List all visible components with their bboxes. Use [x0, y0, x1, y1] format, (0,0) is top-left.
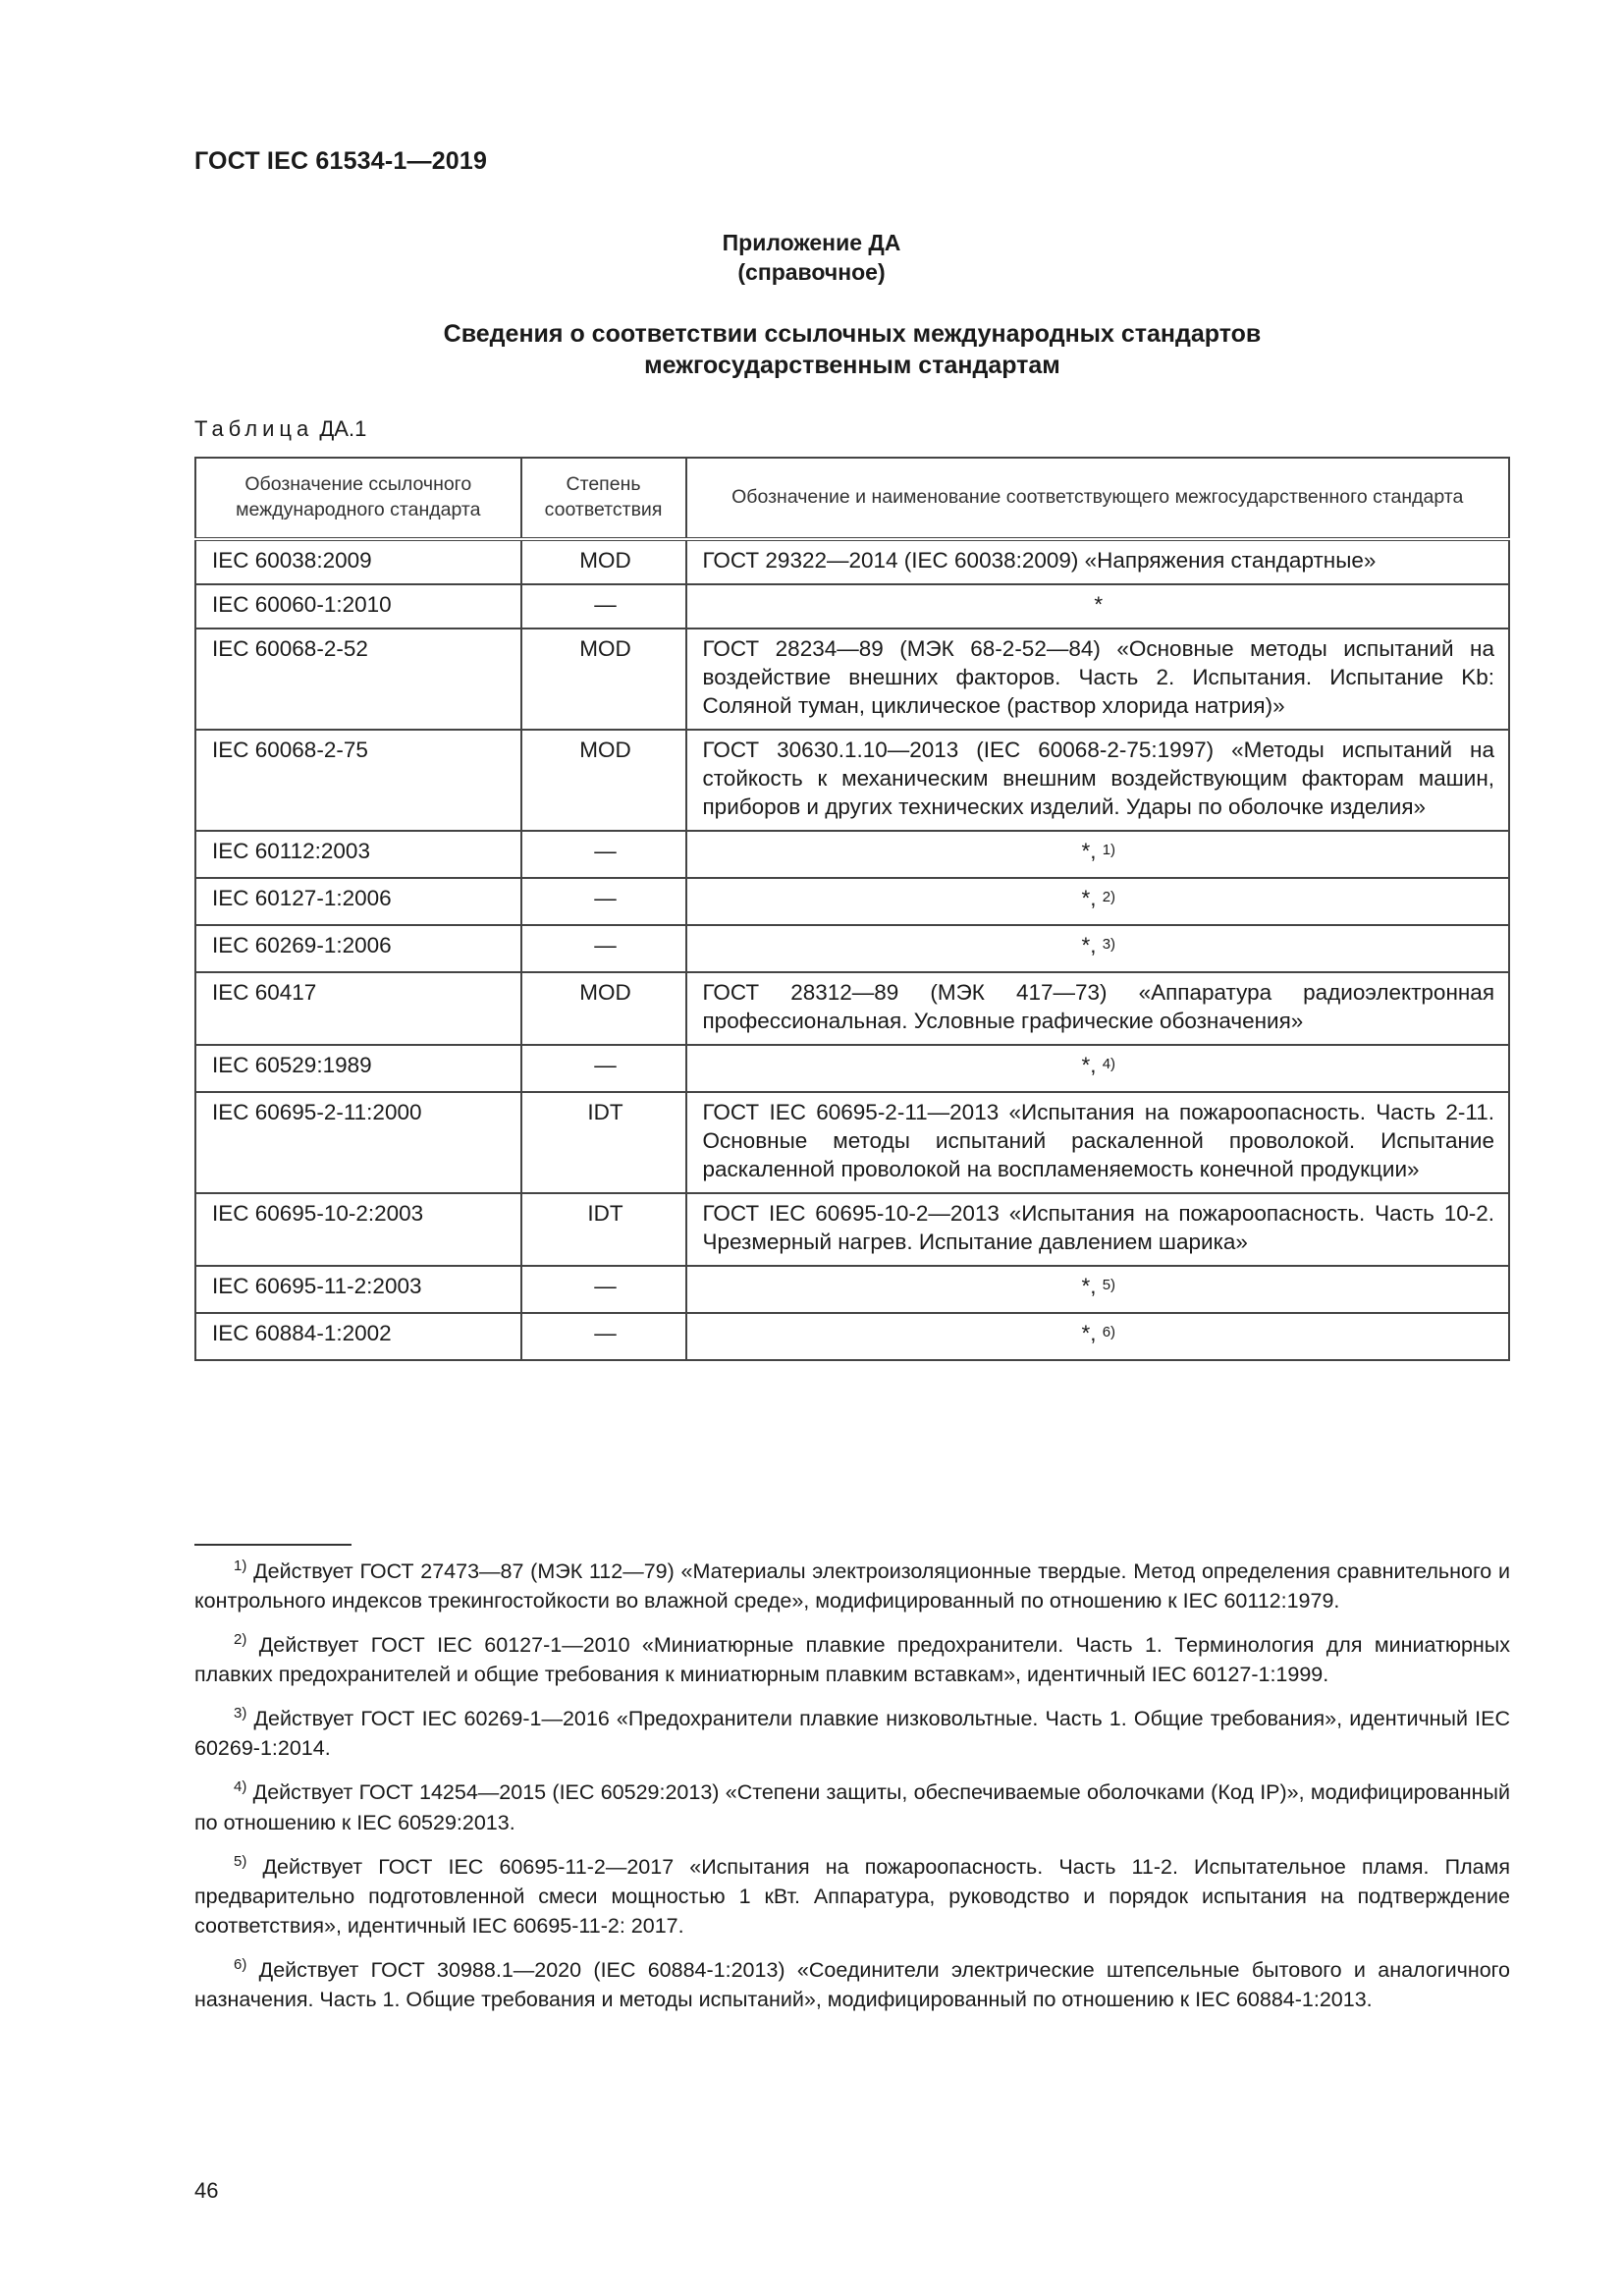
footnote-ref: 4) — [1102, 1056, 1116, 1072]
table-header-row — [195, 458, 1509, 539]
gost-text: ГОСТ 30630.1.10—2013 (IEC 60068-2-75:1997) «Методы испытаний на стойкость к механическим внешним воздействующим факторам машин, приборов и других технических изделий. Удары по оболочке изделия» — [702, 738, 1494, 819]
gost-text: ГОСТ 28234—89 (МЭК 68-2-52—84) «Основные методы испытаний на воздействие внешних факторов. Часть 2. Испытания. Испытание Kb: Соляной туман, циклическое (раствор хлорида натрия)» — [702, 636, 1494, 718]
table-row — [195, 730, 1509, 831]
table-body — [195, 539, 1509, 1360]
gost-text: *, — [1081, 1274, 1097, 1298]
document-id-header: ГОСТ IEC 61534-1—2019 — [194, 147, 488, 175]
gost-cell — [686, 831, 1510, 878]
footnote-text: Действует ГОСТ 27473—87 (МЭК 112—79) «Материалы электроизоляционные твердые. Метод определения сравнительного и контрольного индексов трекингостойкости во влажной среде», модифицированный по отношению к IEC 60112:1979. — [194, 1559, 1510, 1613]
footnote-mark: 6) — [234, 1955, 247, 1973]
ref-standard-cell: IEC 60695-2-11:2000 — [195, 1092, 521, 1193]
degree-cell: MOD — [521, 629, 686, 730]
footnote-mark: 3) — [234, 1705, 247, 1722]
footnote-mark: 1) — [234, 1558, 247, 1574]
annex-title: Приложение ДА — [722, 230, 901, 255]
gost-cell — [686, 925, 1510, 972]
gost-cell — [686, 1045, 1510, 1092]
section-heading — [194, 318, 1510, 381]
footnote-ref: 2) — [1102, 889, 1116, 905]
footnote-ref: 6) — [1102, 1324, 1116, 1340]
degree-cell: — — [521, 831, 686, 878]
table-row — [195, 1266, 1509, 1313]
section-heading-line-1: Сведения о соответствии ссылочных международных стандартов — [443, 320, 1262, 348]
footnote-ref: 5) — [1102, 1277, 1116, 1293]
gost-cell — [686, 539, 1510, 584]
annex-subtitle: (справочное) — [737, 259, 886, 285]
degree-cell: — — [521, 1266, 686, 1313]
degree-cell: MOD — [521, 730, 686, 831]
reference-standards-table — [194, 457, 1510, 1361]
table-caption-number: ДА.1 — [319, 416, 367, 441]
gost-text: *, — [1081, 839, 1097, 863]
table-row — [195, 1045, 1509, 1092]
table-row — [195, 539, 1509, 584]
ref-standard-cell: IEC 60417 — [195, 972, 521, 1045]
footnote-item — [194, 1552, 1510, 1615]
gost-text: ГОСТ 28312—89 (МЭК 417—73) «Аппаратура радиоэлектронная профессиональная. Условные графические обозначения» — [702, 980, 1494, 1033]
gost-text: *, — [1081, 1321, 1097, 1345]
degree-cell: — — [521, 584, 686, 629]
gost-cell — [686, 730, 1510, 831]
footnote-text: Действует ГОСТ IEC 60127-1—2010 «Миниатюрные плавкие предохранители. Часть 1. Терминология для миниатюрных плавких предохранителей и общие требования к миниатюрным плавким вставкам», идентичный IEC 60127-1:1999. — [194, 1633, 1510, 1687]
page-number: 46 — [194, 2178, 219, 2203]
gost-cell — [686, 1092, 1510, 1193]
footnote-item — [194, 1950, 1510, 2014]
gost-cell — [686, 1193, 1510, 1266]
table-row — [195, 1313, 1509, 1360]
degree-cell: — — [521, 925, 686, 972]
table-row — [195, 1193, 1509, 1266]
degree-cell: IDT — [521, 1193, 686, 1266]
degree-cell: — — [521, 878, 686, 925]
table-caption — [194, 416, 366, 442]
footnote-separator — [194, 1544, 352, 1546]
ref-standard-cell: IEC 60269-1:2006 — [195, 925, 521, 972]
gost-text: *, — [1081, 933, 1097, 957]
table-row — [195, 1092, 1509, 1193]
table-caption-word: Таблица — [194, 416, 314, 441]
footnote-item — [194, 1773, 1510, 1836]
ref-standard-cell: IEC 60884-1:2002 — [195, 1313, 521, 1360]
column-header-degree: Степень соответствия — [521, 458, 686, 539]
footnote-text: Действует ГОСТ IEC 60269-1—2016 «Предохранители плавкие низковольтные. Часть 1. Общие требования», идентичный IEC 60269-1:2014. — [194, 1707, 1510, 1761]
gost-text: * — [1094, 592, 1104, 617]
column-header-gost: Обозначение и наименование соответствующего межгосударственного стандарта — [686, 458, 1510, 539]
ref-standard-cell: IEC 60068-2-52 — [195, 629, 521, 730]
footnote-text: Действует ГОСТ 30988.1—2020 (IEC 60884-1:2013) «Соединители электрические штепсельные бытового и аналогичного назначения. Часть 1. Общие требования и методы испытаний», модифицированный по отношению к IEC 60884-1:2013. — [194, 1957, 1510, 2011]
ref-standard-cell: IEC 60068-2-75 — [195, 730, 521, 831]
degree-cell: IDT — [521, 1092, 686, 1193]
gost-text: *, — [1081, 1053, 1097, 1077]
footnotes — [194, 1552, 1510, 2024]
table-row — [195, 584, 1509, 629]
gost-cell — [686, 629, 1510, 730]
footnote-text: Действует ГОСТ IEC 60695-11-2—2017 «Испытания на пожароопасность. Часть 11-2. Испытательное пламя. Пламя предварительно подготовленной смеси мощностью 1 кВт. Аппаратура, руководство и порядок испытания на подтверждение соответствия», идентичный IEC 60695-11-2: 2017. — [194, 1854, 1510, 1938]
column-header-ref: Обозначение ссылочного международного стандарта — [195, 458, 521, 539]
ref-standard-cell: IEC 60695-10-2:2003 — [195, 1193, 521, 1266]
footnote-mark: 2) — [234, 1631, 247, 1649]
gost-text: ГОСТ IEC 60695-10-2—2013 «Испытания на пожароопасность. Часть 10-2. Чрезмерный нагрев. Испытание давлением шарика» — [702, 1201, 1494, 1254]
ref-standard-cell: IEC 60038:2009 — [195, 539, 521, 584]
footnote-item — [194, 1699, 1510, 1763]
footnote-mark: 5) — [234, 1852, 247, 1870]
footnote-item — [194, 1847, 1510, 1941]
ref-standard-cell: IEC 60060-1:2010 — [195, 584, 521, 629]
gost-cell — [686, 972, 1510, 1045]
table-row — [195, 878, 1509, 925]
footnote-item — [194, 1625, 1510, 1689]
degree-cell: MOD — [521, 539, 686, 584]
footnote-ref: 3) — [1102, 936, 1116, 953]
gost-text: *, — [1081, 886, 1097, 910]
gost-cell — [686, 1313, 1510, 1360]
footnote-ref: 1) — [1102, 842, 1116, 858]
degree-cell: MOD — [521, 972, 686, 1045]
ref-standard-cell: IEC 60112:2003 — [195, 831, 521, 878]
footnote-mark: 4) — [234, 1778, 247, 1796]
degree-cell: — — [521, 1045, 686, 1092]
table-row — [195, 925, 1509, 972]
gost-cell — [686, 584, 1510, 629]
degree-cell: — — [521, 1313, 686, 1360]
gost-cell — [686, 1266, 1510, 1313]
gost-text: ГОСТ 29322—2014 (IEC 60038:2009) «Напряжения стандартные» — [702, 548, 1377, 573]
ref-standard-cell: IEC 60529:1989 — [195, 1045, 521, 1092]
table-row — [195, 629, 1509, 730]
table-row — [195, 831, 1509, 878]
footnote-text: Действует ГОСТ 14254—2015 (IEC 60529:2013) «Степени защиты, обеспечиваемые оболочками (Код IP)», модифицированный по отношению к IEC 60529:2013. — [194, 1780, 1510, 1834]
ref-standard-cell: IEC 60695-11-2:2003 — [195, 1266, 521, 1313]
gost-cell — [686, 878, 1510, 925]
ref-standard-cell: IEC 60127-1:2006 — [195, 878, 521, 925]
section-heading-line-2: межгосударственным стандартам — [644, 352, 1060, 379]
gost-text: ГОСТ IEC 60695-2-11—2013 «Испытания на пожароопасность. Часть 2-11. Основные методы испытаний раскаленной проволокой. Испытание раскаленной проволокой на воспламеняемость конечной продукции» — [702, 1100, 1494, 1181]
table-row — [195, 972, 1509, 1045]
